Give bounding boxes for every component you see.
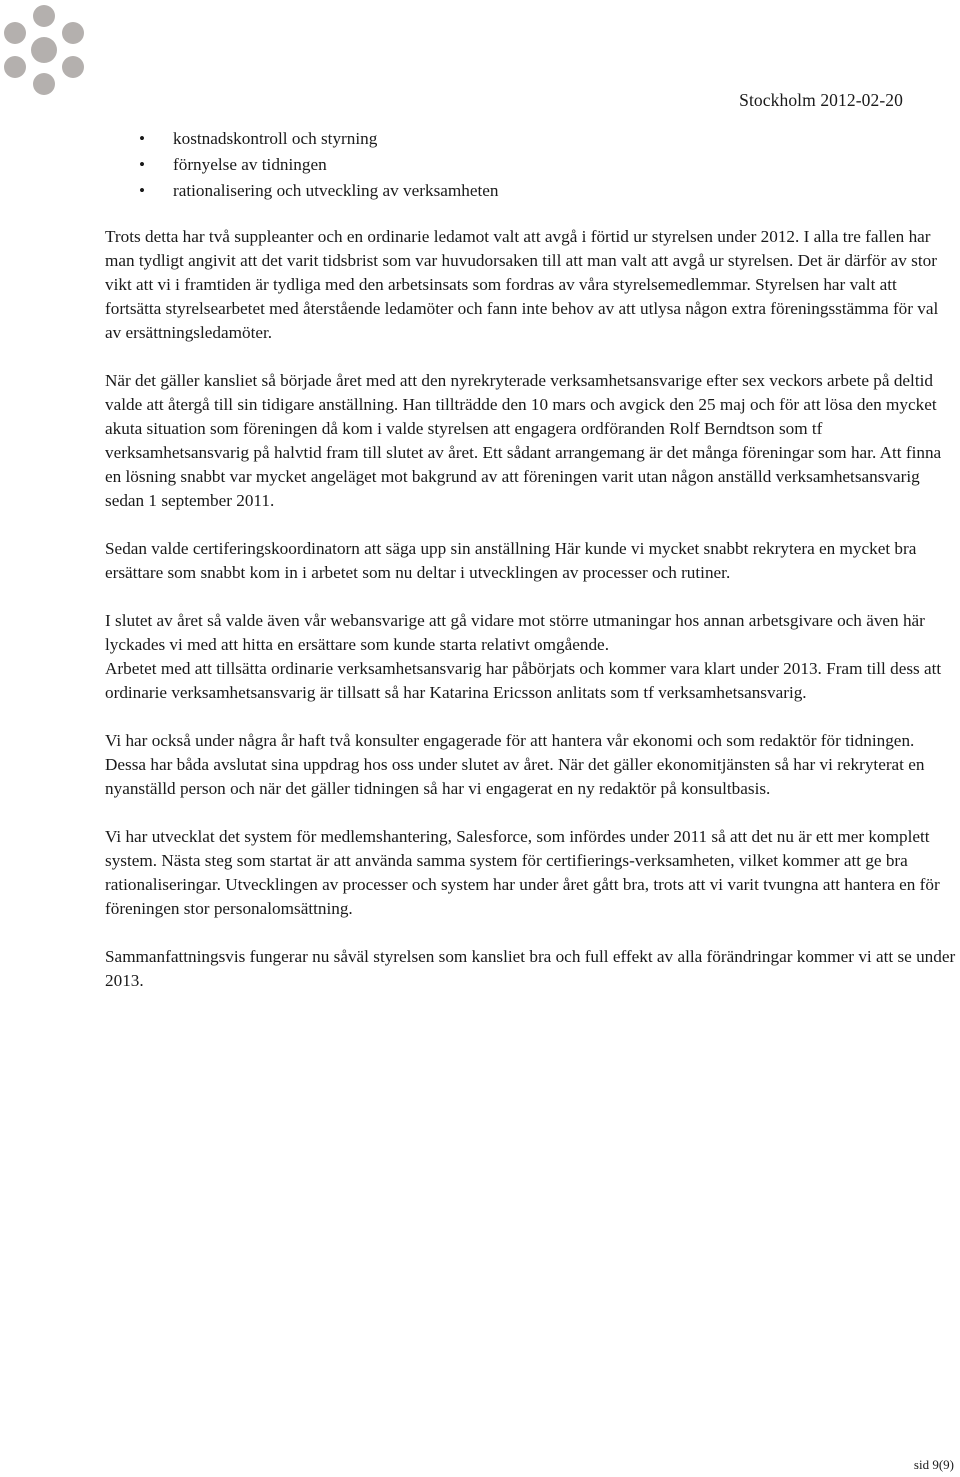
bullet-item bbox=[105, 152, 957, 178]
paragraph-consultants: Vi har också under några år haft två konsulter engagerade för att hantera vår ekonomi och som redaktör för tidningen. Dessa har båda avslutat sina uppdrag hos oss under slutet av året. När det gäller ekonomitjänsten så har vi rekryterat en nyanställd person och när det gäller tidningen så har vi engagerat en ny redaktör på konsultbasis. bbox=[105, 731, 925, 798]
bullet-icon: • bbox=[139, 155, 146, 174]
bullet-text: kostnadskontroll och styrning bbox=[173, 129, 378, 148]
flower-logo-icon bbox=[0, 2, 92, 98]
paragraph-web-manager: I slutet av året så valde även vår webansvarige att gå vidare mot större utmaningar hos annan arbetsgivare och även här lyckades vi med att hitta en ersättare som kunde starta relativt omgående. bbox=[105, 611, 925, 654]
paragraph-salesforce: Vi har utvecklat det system för medlemshantering, Salesforce, som infördes under 2011 så att det nu är ett mer komplett system. Nästa steg som startat är att använda samma system för certifierings-verksamheten, vilket kommer att ge bra rationaliseringar. Utvecklingen av processer och system har under året gått bra, trots att vi varit tvungna att hantera en för föreningen stor personalomsättning. bbox=[105, 827, 940, 918]
document-body bbox=[105, 126, 957, 1017]
document-date: Stockholm 2012-02-20 bbox=[739, 90, 903, 110]
bullet-text: rationalisering och utveckling av verksamheten bbox=[173, 181, 499, 200]
bullet-icon: • bbox=[139, 181, 146, 200]
bullet-icon: • bbox=[139, 129, 146, 148]
page-number: sid 9(9) bbox=[913, 1457, 954, 1472]
bullet-item bbox=[105, 126, 957, 152]
paragraph-certification-coordinator: Sedan valde certiferingskoordinatorn att säga upp sin anställning Här kunde vi mycket snabbt rekrytera en mycket bra ersättare som snabbt kom in i arbetet som nu deltar i utvecklingen av processer och rutiner. bbox=[105, 539, 917, 582]
paragraph-recruitment: Arbetet med att tillsätta ordinarie verksamhetsansvarig har påbörjats och kommer vara klart under 2013. Fram till dess att ordinarie verksamhetsansvarig är tillsatt så har Katarina Ericsson anlitats som tf verksamhetsansvarig. bbox=[105, 659, 942, 702]
bullet-list bbox=[105, 126, 957, 204]
bullet-text: förnyelse av tidningen bbox=[173, 155, 327, 174]
bullet-item bbox=[105, 178, 957, 204]
paragraph-office-staffing: När det gäller kansliet så började året med att den nyrekryterade verksamhetsansvarige efter sex veckors arbete på deltid valde att återgå till sin tidigare anställning. Han tillträdde den 10 mars och avgick den 25 maj och för att lösa den mycket akuta situation som föreningen då kom i valde styrelsen att engagera ordföranden Rolf Berndtson som tf verksamhetsansvarig på halvtid fram till slutet av året. Ett sådant arrangemang är det många föreningar som har. Att finna en lösning snabbt var mycket angeläget mot bakgrund av att föreningen varit utan någon anställd verksamhetsansvarig sedan 1 september 2011. bbox=[105, 371, 942, 510]
paragraph-summary: Sammanfattningsvis fungerar nu såväl styrelsen som kansliet bra och full effekt av alla förändringar kommer vi att se under 2013. bbox=[105, 947, 956, 990]
paragraph-board-resignations: Trots detta har två suppleanter och en ordinarie ledamot valt att avgå i förtid ur styrelsen under 2012. I alla tre fallen har man tydligt angivit att det varit tidsbrist som var huvudorsaken till att man valt att avgå ur styrelsen. Det är därför av stor vikt att vi i framtiden är tydliga med den arbetsinsats som fordras av våra styrelsemedlemmar. Styrelsen har valt att fortsätta styrelsearbetet med återstående ledamöter och fann inte behov av att utlysa någon extra föreningsstämma för val av ersättningsledamöter. bbox=[105, 227, 939, 342]
